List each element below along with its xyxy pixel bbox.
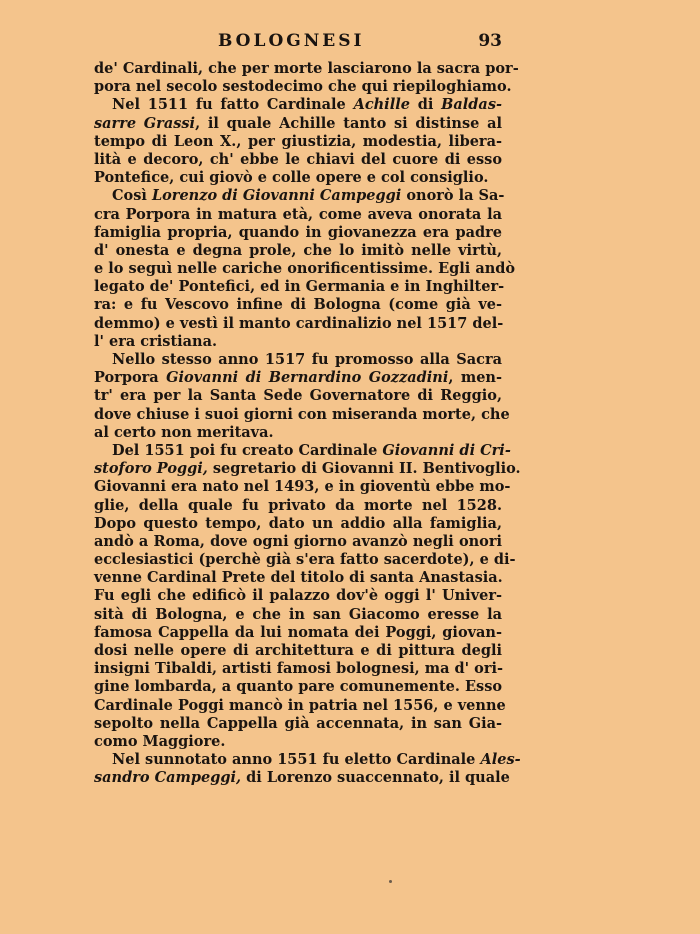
text-run: venne Cardinal Prete del titolo di santa Anastasia. <box>94 569 503 587</box>
italic-name: stoforo Poggi, <box>94 460 208 478</box>
text-run: tr' era per la Santa Sede Governatore di Reggio, <box>94 387 502 405</box>
text-line <box>94 769 510 787</box>
text-line <box>94 260 516 278</box>
text-run: Nello stesso anno 1517 fu promosso alla Sacra <box>112 351 502 368</box>
text-run: tempo di Leon X., per giustizia, modestia, libera- <box>94 132 502 150</box>
text-line <box>94 642 502 660</box>
text-run: lità e decoro, ch' ebbe le chiavi del cuore di esso <box>94 150 502 168</box>
text-line <box>94 151 502 169</box>
text-run: demmo) e vestì il manto cardinalizio nel 1517 del- <box>94 314 504 332</box>
text-line <box>94 497 502 515</box>
italic-name: Achille <box>353 96 410 114</box>
text-run: Nel 1511 fu fatto Cardinale <box>112 96 354 114</box>
text-run: onorò la Sa- <box>401 187 505 205</box>
text-line <box>94 696 506 715</box>
text-run: sepolto nella Cappella già accennata, in san Gia- <box>94 714 502 732</box>
text-run: Cardinale Poggi mancò in patria nel 1556, e venne <box>94 696 506 714</box>
text-run: Porpora <box>94 369 167 387</box>
text-run: segretario di Giovanni II. Bentivoglio. <box>207 460 521 478</box>
italic-name: sarre Grassi <box>94 114 196 132</box>
text-run: ra: e fu Vescovo infine di Bologna (come già ve- <box>94 296 502 314</box>
text-run: di Lorenzo suaccennato, il quale <box>241 769 510 787</box>
text-line <box>94 333 502 351</box>
text-run: Dopo questo tempo, dato un addio alla famiglia, <box>94 514 502 532</box>
text-run: como Maggiore. <box>94 732 226 750</box>
text-line <box>94 278 505 296</box>
paper-speck <box>389 880 392 883</box>
text-line <box>94 715 502 733</box>
text-run: famiglia propria, quando in giovanezza era padre <box>94 223 502 241</box>
text-run: al certo non meritava. <box>94 423 274 441</box>
running-head <box>94 30 502 52</box>
text-run: Così <box>112 187 152 205</box>
text-line <box>94 115 502 133</box>
italic-name: Baldas- <box>441 96 502 114</box>
text-run: legato de' Pontefici, ed in Germania e in Inghilter- <box>94 278 505 296</box>
text-line <box>94 224 502 242</box>
text-line <box>94 369 502 387</box>
text-line <box>94 533 502 551</box>
text-line <box>94 551 516 569</box>
text-line <box>94 733 502 751</box>
text-line <box>94 60 519 78</box>
text-line <box>94 96 502 114</box>
text-run: dove chiuse i suoi giorni con miseranda morte, che <box>94 405 510 423</box>
body-text <box>94 60 521 788</box>
text-line <box>94 169 502 187</box>
running-title: BOLOGNESI <box>218 31 365 51</box>
italic-name: Lorenzo di Giovanni Campeggi <box>151 187 402 205</box>
text-run: Pontefice, cui giovò e colle opere e col consiglio. <box>94 169 489 187</box>
text-line <box>94 441 511 460</box>
text-line <box>94 606 502 624</box>
text-run: glie, della quale fu privato da morte nel 1528. <box>94 496 502 514</box>
text-run: Del 1551 poi fu creato Cardinale <box>112 441 383 459</box>
text-run: cra Porpora in matura età, come aveva onorata la <box>94 205 502 223</box>
italic-name: Ales- <box>480 751 521 769</box>
text-run: , il quale Achille tanto si distinse al <box>195 114 502 132</box>
text-line <box>94 405 510 424</box>
text-run: e lo seguì nelle cariche onorificentissime. Egli andò <box>94 260 516 278</box>
text-run: l' era cristiana. <box>94 332 218 350</box>
text-line <box>94 624 502 642</box>
text-run: insigni Tibaldi, artisti famosi bolognesi, ma d' ori- <box>94 660 503 678</box>
text-line <box>94 351 502 369</box>
text-line <box>94 187 505 205</box>
text-line <box>94 424 502 442</box>
text-line <box>94 515 502 533</box>
text-run: pora nel secolo sestodecimo che qui riepiloghiamo. <box>94 78 512 96</box>
text-run: Fu egli che edificò il palazzo dov'è oggi l' Univer- <box>94 587 502 605</box>
text-run: dosi nelle opere di architettura e di pittura degli <box>94 642 502 659</box>
text-line <box>94 751 521 769</box>
text-run: de' Cardinali, che per morte lasciarono la sacra por- <box>94 60 519 77</box>
text-line <box>94 678 502 696</box>
text-line <box>94 387 502 405</box>
text-run: d' onesta e degna prole, che lo imitò nelle virtù, <box>94 241 502 259</box>
text-line <box>94 206 502 224</box>
text-line <box>94 315 502 333</box>
text-run: gine lombarda, a quanto pare comunemente. Esso <box>94 678 503 696</box>
text-run: ecclesiastici (perchè già s'era fatto sacerdote), e di- <box>94 551 516 569</box>
italic-name: Giovanni di Bernardino Gozzadini <box>166 369 449 387</box>
text-line <box>94 460 521 478</box>
text-run: Nel sunnotato anno 1551 fu eletto Cardinale <box>112 751 481 769</box>
page-number: 93 <box>478 31 502 51</box>
text-run: Giovanni era nato nel 1493, e in gioventù ebbe mo- <box>94 478 511 496</box>
text-run: , men- <box>448 369 502 387</box>
text-run: famosa Cappella da lui nomata dei Poggi, giovan- <box>94 623 502 641</box>
text-run: di <box>409 96 442 114</box>
text-line <box>94 587 502 605</box>
text-line <box>94 569 502 587</box>
text-run: sità di Bologna, e che in san Giacomo eresse la <box>94 605 502 623</box>
text-run: andò a Roma, dove ogni giorno avanzò negli onori <box>94 532 502 550</box>
text-line <box>94 133 502 151</box>
text-line <box>94 78 512 96</box>
italic-name: sandro Campeggi, <box>94 769 242 787</box>
italic-name: Giovanni di Cri- <box>382 441 511 459</box>
text-line <box>94 478 511 496</box>
text-line <box>94 660 502 678</box>
text-line <box>94 242 502 260</box>
text-line <box>94 296 502 314</box>
